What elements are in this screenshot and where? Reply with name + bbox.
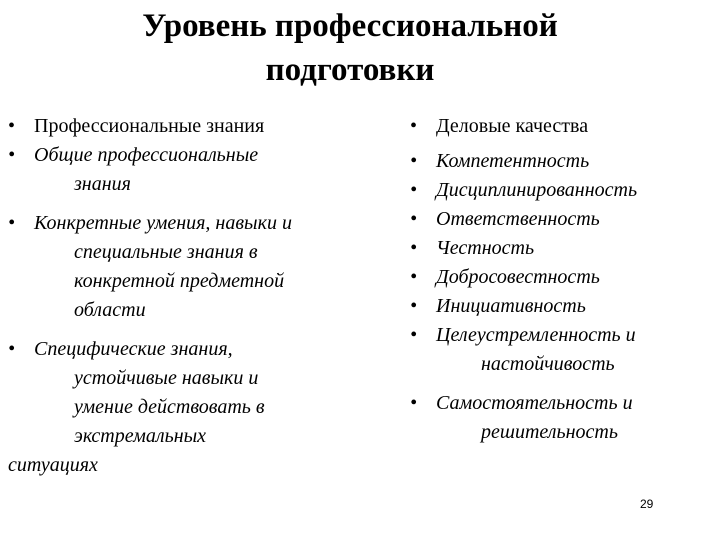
bullet-icon: • bbox=[410, 237, 418, 259]
list-item-continuation: умение действовать в bbox=[74, 396, 265, 418]
list-item bbox=[8, 141, 360, 199]
list-item-text: Общие профессиональные bbox=[34, 144, 259, 166]
right-heading-item bbox=[410, 112, 710, 141]
list-item-continuation: области bbox=[74, 299, 146, 321]
bullet-icon: • bbox=[410, 115, 418, 137]
bullet-icon: • bbox=[410, 266, 418, 288]
bullet-icon: • bbox=[410, 208, 418, 230]
list-item bbox=[410, 147, 710, 176]
bullet-icon: • bbox=[8, 338, 16, 360]
list-item-text: Честность bbox=[436, 237, 535, 259]
list-item-continuation: экстремальных bbox=[74, 425, 207, 447]
bullet-icon: • bbox=[410, 295, 418, 317]
list-item-continuation: устойчивые навыки и bbox=[74, 367, 259, 389]
list-item bbox=[410, 292, 710, 321]
bullet-icon: • bbox=[410, 392, 418, 414]
list-item bbox=[410, 234, 710, 263]
list-item bbox=[410, 205, 710, 234]
list-item-continuation: ситуациях bbox=[8, 454, 98, 476]
list-item-continuation: знания bbox=[74, 173, 131, 195]
title-line-1: Уровень профессиональной bbox=[142, 8, 558, 44]
left-column bbox=[8, 112, 360, 480]
right-column bbox=[410, 112, 710, 447]
list-item bbox=[8, 209, 360, 325]
list-item bbox=[410, 263, 710, 292]
list-item bbox=[8, 335, 360, 480]
list-item-continuation: конкретной предметной bbox=[74, 270, 285, 292]
list-item bbox=[410, 176, 710, 205]
right-heading: Деловые качества bbox=[436, 115, 589, 137]
list-item bbox=[410, 321, 710, 379]
list-item bbox=[410, 389, 710, 447]
list-item-text: Конкретные умения, навыки и bbox=[34, 212, 292, 234]
left-heading: Профессиональные знания bbox=[34, 115, 265, 137]
list-item-text: Добросовестность bbox=[436, 266, 600, 288]
list-item-continuation: специальные знания в bbox=[74, 241, 258, 263]
list-item-text: Самостоятельность и bbox=[436, 392, 633, 414]
slide-title bbox=[90, 4, 610, 92]
title-line-2: подготовки bbox=[265, 52, 435, 88]
list-item-continuation: решительность bbox=[481, 421, 618, 443]
bullet-icon: • bbox=[410, 324, 418, 346]
left-heading-item bbox=[8, 112, 360, 141]
list-item-text: Специфические знания, bbox=[34, 338, 233, 360]
bullet-icon: • bbox=[410, 150, 418, 172]
bullet-icon: • bbox=[8, 212, 16, 234]
page-number: 29 bbox=[640, 497, 654, 511]
list-item-text: Ответственность bbox=[436, 208, 600, 230]
bullet-icon: • bbox=[410, 179, 418, 201]
list-item-text: Инициативность bbox=[436, 295, 586, 317]
list-item-continuation: настойчивость bbox=[481, 353, 615, 375]
list-item-text: Дисциплинированность bbox=[436, 179, 638, 201]
list-item-text: Целеустремленность и bbox=[436, 324, 636, 346]
bullet-icon: • bbox=[8, 115, 16, 137]
list-item-text: Компетентность bbox=[436, 150, 590, 172]
bullet-icon: • bbox=[8, 144, 16, 166]
